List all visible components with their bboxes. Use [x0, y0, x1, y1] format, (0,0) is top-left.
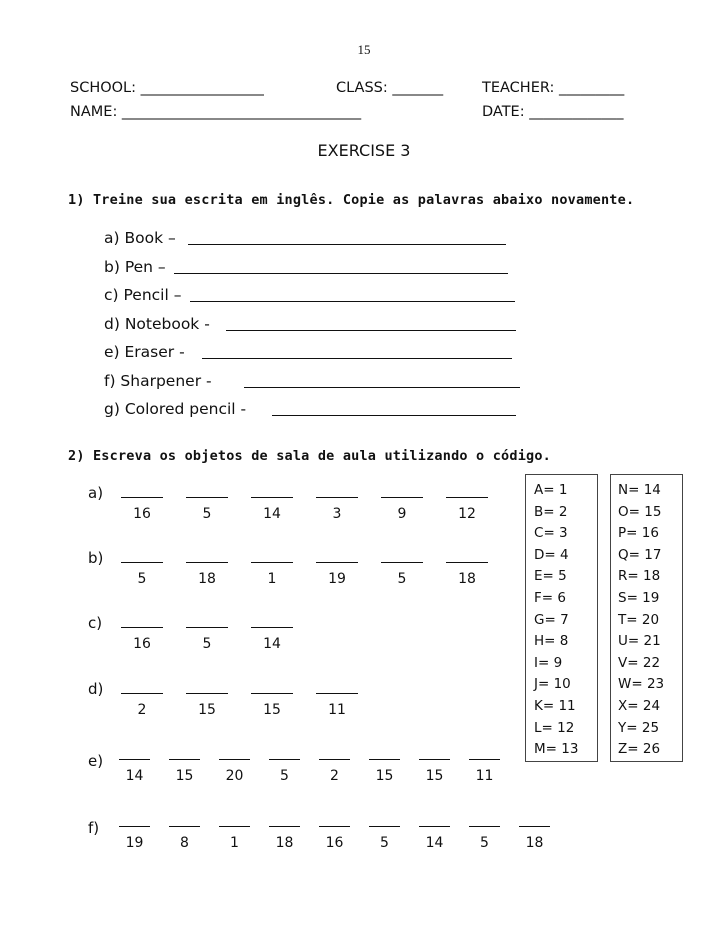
answer-blank — [219, 813, 250, 827]
answer-blank — [186, 680, 228, 694]
copy-item-pencil: c) Pencil – — [104, 286, 182, 304]
code-key-letter: R — [618, 568, 628, 585]
answer-blank — [121, 680, 163, 694]
code-key-letter: L — [534, 719, 542, 736]
code-key-entry — [618, 525, 659, 541]
code-key-letter: P — [618, 525, 627, 542]
copy-line-pen — [174, 259, 508, 274]
copy-line-sharpener — [244, 373, 520, 388]
code-key-entry — [534, 547, 569, 563]
code-number: 2 — [137, 702, 147, 718]
code-number: 18 — [275, 835, 294, 851]
code-key-entry — [534, 676, 571, 692]
code-number: 14 — [425, 835, 444, 851]
code-key-value: = 24 — [627, 698, 661, 714]
code-key-value: = 22 — [627, 654, 661, 671]
code-key-entry — [618, 568, 660, 584]
code-key-letter: U — [618, 633, 628, 650]
code-key-entry — [618, 741, 660, 757]
code-key-value: = 3 — [543, 525, 568, 542]
answer-blank — [251, 680, 293, 694]
copy-item-notebook: d) Notebook - — [104, 315, 210, 333]
code-key-letter: Q — [618, 546, 629, 563]
code-key-value: = 12 — [541, 719, 575, 736]
code-key-entry — [534, 504, 567, 520]
code-key-entry — [534, 655, 562, 671]
answer-blank — [316, 549, 358, 563]
code-row-label: f) — [88, 819, 100, 837]
code-number: 19 — [328, 571, 346, 587]
code-key-entry — [534, 741, 578, 757]
code-key-value: = 17 — [628, 546, 662, 563]
code-number: 12 — [458, 506, 476, 522]
copy-item-sharpener: f) Sharpener - — [104, 372, 212, 390]
copy-item-book: a) Book – — [104, 229, 176, 247]
code-number: 16 — [325, 835, 344, 851]
question-2-instruction: 2) Escreva os objetos de sala de aula utilizando o código. — [68, 448, 552, 464]
code-key-entry — [618, 482, 661, 498]
code-number: 9 — [397, 506, 407, 522]
code-key-letter: H — [534, 633, 545, 650]
code-key-letter: M — [534, 741, 546, 758]
code-number: 15 — [375, 768, 394, 784]
code-number: 2 — [330, 768, 339, 784]
code-key-value: = 4 — [544, 546, 569, 563]
code-key-value: = 13 — [545, 741, 579, 758]
code-number: 3 — [332, 506, 342, 522]
answer-blank — [469, 746, 500, 760]
code-number: 18 — [198, 571, 216, 587]
code-number: 5 — [480, 835, 489, 851]
code-number: 5 — [202, 506, 212, 522]
answer-blank — [269, 813, 300, 827]
code-number: 11 — [475, 768, 494, 784]
code-number: 16 — [133, 506, 151, 522]
code-key-value: = 16 — [626, 525, 659, 542]
code-key-letter: B — [534, 503, 544, 520]
code-key-letter: I — [534, 654, 538, 671]
answer-blank — [121, 484, 163, 498]
answer-blank — [269, 746, 300, 760]
teacher-field: TEACHER: _________ — [482, 80, 625, 96]
answer-blank — [419, 746, 450, 760]
answer-blank — [319, 813, 350, 827]
code-key-entry — [618, 547, 661, 563]
code-key-letter: E — [534, 568, 543, 585]
code-number: 15 — [198, 702, 216, 718]
code-key-entry — [534, 525, 568, 541]
code-number: 15 — [425, 768, 444, 784]
code-number: 5 — [202, 636, 212, 652]
answer-blank — [381, 484, 423, 498]
code-number: 11 — [328, 702, 346, 718]
code-key-entry — [534, 612, 569, 628]
code-number: 15 — [263, 702, 281, 718]
code-row-label: d) — [88, 680, 104, 698]
code-key-letter: O — [618, 503, 629, 520]
copy-line-colored-pencil — [272, 401, 516, 416]
answer-blank — [519, 813, 550, 827]
code-key-value: = 23 — [631, 676, 665, 693]
name-field: NAME: _________________________________ — [70, 104, 362, 120]
code-key-letter: D — [534, 546, 545, 563]
exercise-title: EXERCISE 3 — [317, 141, 411, 160]
code-key-value: = 10 — [537, 676, 571, 693]
code-key-entry — [618, 504, 661, 520]
code-key-letter: W — [618, 676, 632, 693]
code-key-entry — [618, 676, 664, 692]
code-number: 14 — [125, 768, 144, 784]
copy-line-eraser — [202, 344, 512, 359]
code-number: 5 — [397, 571, 407, 587]
copy-line-book — [188, 230, 506, 245]
copy-item-eraser: e) Eraser - — [104, 343, 185, 361]
answer-blank — [251, 614, 293, 628]
answer-blank — [316, 484, 358, 498]
code-key-value: = 2 — [543, 503, 568, 520]
answer-blank — [316, 680, 358, 694]
code-key-letter: N — [618, 482, 629, 498]
answer-blank — [186, 549, 228, 563]
answer-blank — [169, 746, 200, 760]
code-key-letter: T — [618, 611, 627, 628]
code-key-letter: A — [534, 482, 544, 498]
code-row-label: c) — [88, 614, 103, 632]
answer-blank — [121, 614, 163, 628]
answer-blank — [446, 549, 488, 563]
code-number: 19 — [125, 835, 144, 851]
code-key-letter: G — [534, 611, 545, 628]
code-number: 5 — [137, 571, 147, 587]
code-key-entry — [618, 590, 659, 606]
answer-blank — [186, 614, 228, 628]
answer-blank — [169, 813, 200, 827]
code-key-entry — [618, 633, 661, 649]
code-number: 8 — [180, 835, 189, 851]
code-key-value: = 26 — [627, 741, 661, 758]
page-number: 15 — [357, 42, 371, 57]
code-key-entry — [618, 655, 660, 671]
answer-blank — [251, 484, 293, 498]
code-number: 14 — [263, 636, 281, 652]
code-key-value: = 7 — [544, 611, 569, 628]
code-key-value: = 18 — [627, 568, 661, 585]
answer-blank — [186, 484, 228, 498]
code-row-label: a) — [88, 484, 104, 502]
code-key-letter: F — [534, 590, 542, 606]
code-key-value: = 20 — [626, 611, 660, 628]
copy-item-colored-pencil: g) Colored pencil - — [104, 400, 247, 418]
code-key-entry — [534, 590, 566, 606]
code-key-letter: V — [618, 654, 628, 671]
code-key-entry — [618, 720, 659, 736]
code-key-letter: J — [534, 676, 538, 693]
code-key-value: = 25 — [626, 719, 660, 736]
code-key-value: = 9 — [537, 654, 563, 671]
answer-blank — [119, 813, 150, 827]
code-number: 18 — [458, 571, 476, 587]
code-number: 15 — [175, 768, 194, 784]
code-key-entry — [618, 698, 660, 714]
code-number: 14 — [263, 506, 281, 522]
code-row-label: e) — [88, 752, 104, 770]
answer-blank — [369, 813, 400, 827]
copy-item-pen: b) Pen – — [104, 258, 166, 276]
question-1-instruction: 1) Treine sua escrita em inglês. Copie as palavras abaixo novamente. — [68, 192, 635, 208]
code-key-value: = 21 — [627, 633, 661, 650]
code-key-value: = 8 — [544, 633, 569, 650]
code-row-label: b) — [88, 549, 104, 567]
code-key-entry — [534, 482, 567, 498]
code-key-value: = 15 — [628, 503, 662, 520]
copy-line-notebook — [226, 316, 516, 331]
code-key-letter: X — [618, 698, 628, 714]
code-key-entry — [534, 633, 568, 649]
code-key-value: = 6 — [541, 590, 566, 606]
answer-blank — [381, 549, 423, 563]
code-number: 5 — [280, 768, 289, 784]
code-key-entry — [534, 698, 576, 714]
code-number: 5 — [380, 835, 389, 851]
code-key-letter: C — [534, 525, 544, 542]
code-key-entry — [534, 720, 574, 736]
code-key-entry — [618, 612, 659, 628]
answer-blank — [119, 746, 150, 760]
code-key-letter: K — [534, 698, 543, 714]
code-key-letter: Y — [618, 719, 627, 736]
code-number: 18 — [525, 835, 544, 851]
date-field: DATE: _____________ — [482, 104, 624, 120]
code-key-entry — [534, 568, 567, 584]
answer-blank — [121, 549, 163, 563]
code-key-letter: Z — [618, 741, 628, 758]
answer-blank — [369, 746, 400, 760]
class-field: CLASS: _______ — [336, 80, 444, 96]
code-number: 16 — [133, 636, 151, 652]
code-number: 20 — [225, 768, 244, 784]
answer-blank — [251, 549, 293, 563]
code-key-value: = 1 — [543, 482, 568, 498]
answer-blank — [419, 813, 450, 827]
copy-line-pencil — [190, 287, 515, 302]
answer-blank — [219, 746, 250, 760]
code-key-letter: S — [618, 590, 627, 606]
code-number: 1 — [267, 571, 277, 587]
code-key-value: = 14 — [628, 482, 661, 498]
school-field: SCHOOL: _________________ — [70, 80, 264, 96]
code-key-value: = 19 — [626, 590, 660, 606]
code-key-value: = 5 — [542, 568, 567, 585]
answer-blank — [446, 484, 488, 498]
code-number: 1 — [230, 835, 239, 851]
answer-blank — [469, 813, 500, 827]
code-key-value: = 11 — [542, 698, 576, 714]
answer-blank — [319, 746, 350, 760]
